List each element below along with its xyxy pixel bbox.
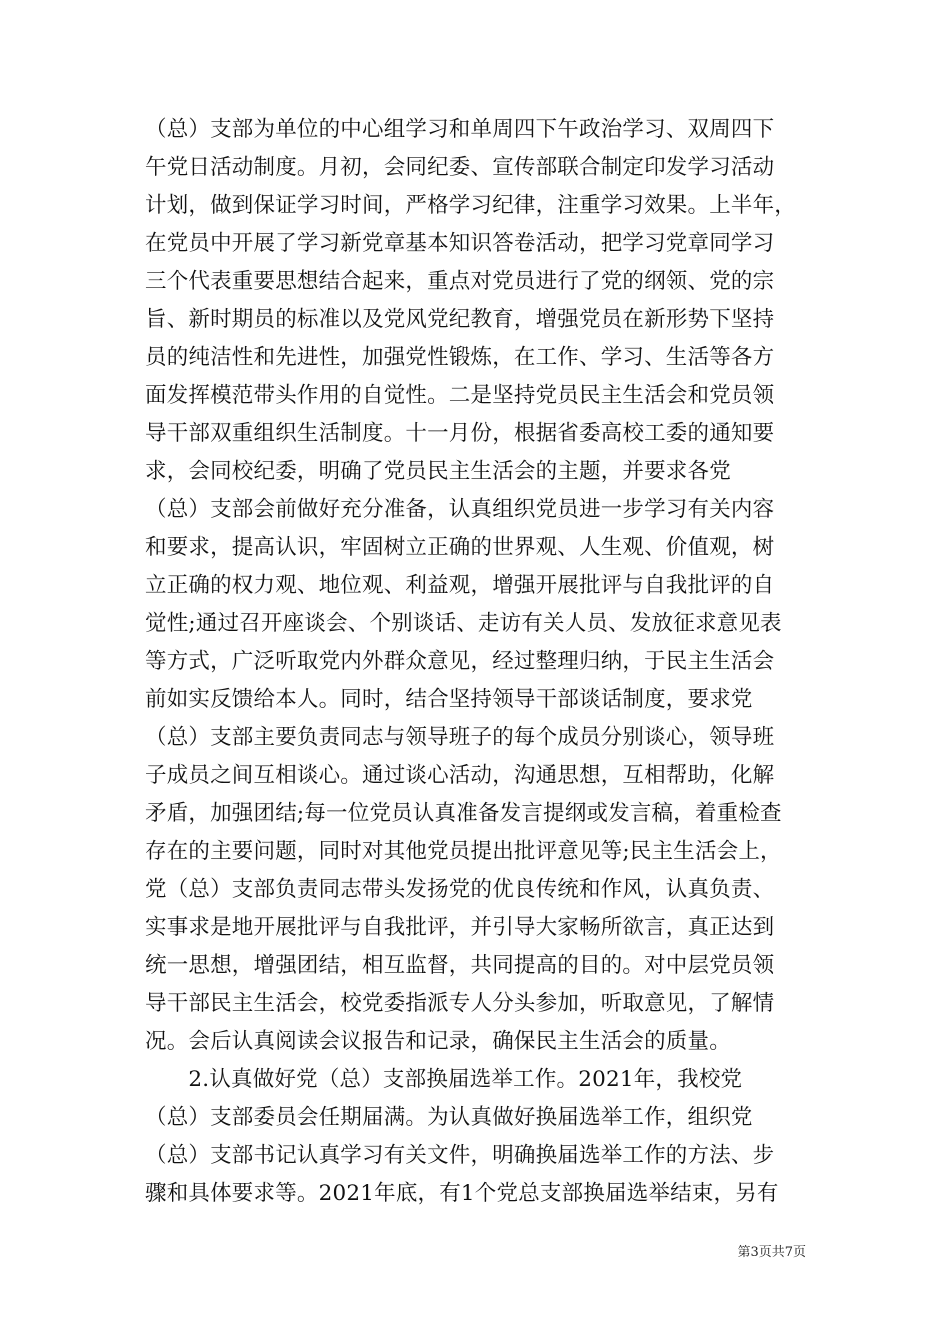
- text-line: 计划，做到保证学习时间，严格学习纪律，注重学习效果。上半年，: [145, 193, 797, 218]
- text-line: 等方式，广泛听取党内外群众意见，经过整理归纳，于民主生活会: [145, 649, 775, 674]
- text-line: （总）支部为单位的中心组学习和单周四下午政治学习、双周四下: [145, 117, 775, 142]
- text-line: 实事求是地开展批评与自我批评，并引导大家畅所欲言，真正达到: [145, 915, 775, 940]
- text-line: 导干部双重组织生活制度。十一月份，根据省委高校工委的通知要: [145, 421, 775, 446]
- text-line: 存在的主要问题，同时对其他党员提出批评意见等;民主生活会上，: [145, 839, 782, 864]
- text-line: 骤和具体要求等。2021年底，有1个党总支部换届选举结束，另有: [145, 1181, 779, 1206]
- page-footer: [0, 1244, 950, 1262]
- text-line: 况。会后认真阅读会议报告和记录，确保民主生活会的质量。: [145, 1029, 731, 1054]
- text-line: （总）支部委员会任期届满。为认真做好换届选举工作，组织党: [145, 1105, 753, 1130]
- text-line: 矛盾，加强团结;每一位党员认真准备发言提纲或发言稿，着重检查: [145, 801, 782, 826]
- text-line: 立正确的权力观、地位观、利益观，增强开展批评与自我批评的自: [145, 573, 775, 598]
- page-number: 第3页共7页: [737, 1245, 806, 1260]
- text-line: （总）支部会前做好充分准备，认真组织党员进一步学习有关内容: [145, 497, 775, 522]
- text-line: 党（总）支部负责同志带头发扬党的优良传统和作风，认真负责、: [145, 877, 775, 902]
- text-line: 和要求，提高认识，牢固树立正确的世界观、人生观、价值观，树: [145, 535, 775, 560]
- text-line: （总）支部主要负责同志与领导班子的每个成员分别谈心，领导班: [145, 725, 775, 750]
- text-line: 统一思想，增强团结，相互监督，共同提高的目的。对中层党员领: [145, 953, 775, 978]
- text-line: 觉性;通过召开座谈会、个别谈话、走访有关人员、发放征求意见表: [145, 611, 782, 636]
- text-line: 求，会同校纪委，明确了党员民主生活会的主题，并要求各党: [145, 459, 731, 484]
- text-line: 前如实反馈给本人。同时，结合坚持领导干部谈话制度，要求党: [145, 687, 753, 712]
- text-line: 2.认真做好党（总）支部换届选举工作。2021年，我校党: [145, 1067, 743, 1092]
- text-line: 导干部民主生活会，校党委指派专人分头参加，听取意见，了解情: [145, 991, 775, 1016]
- text-line: 旨、新时期员的标准以及党风党纪教育，增强党员在新形势下坚持: [145, 307, 775, 332]
- text-line: 子成员之间互相谈心。通过谈心活动，沟通思想，互相帮助，化解: [145, 763, 775, 788]
- text-line: 员的纯洁性和先进性，加强党性锻炼，在工作、学习、生活等各方: [145, 345, 775, 370]
- text-line: 在党员中开展了学习新党章基本知识答卷活动，把学习党章同学习: [145, 231, 775, 256]
- text-line: 午党日活动制度。月初，会同纪委、宣传部联合制定印发学习活动: [145, 155, 775, 180]
- text-line: （总）支部书记认真学习有关文件，明确换届选举工作的方法、步: [145, 1143, 775, 1168]
- text-line: 三个代表重要思想结合起来，重点对党员进行了党的纲领、党的宗: [145, 269, 775, 294]
- text-line: 面发挥模范带头作用的自觉性。二是坚持党员民主生活会和党员领: [145, 383, 775, 408]
